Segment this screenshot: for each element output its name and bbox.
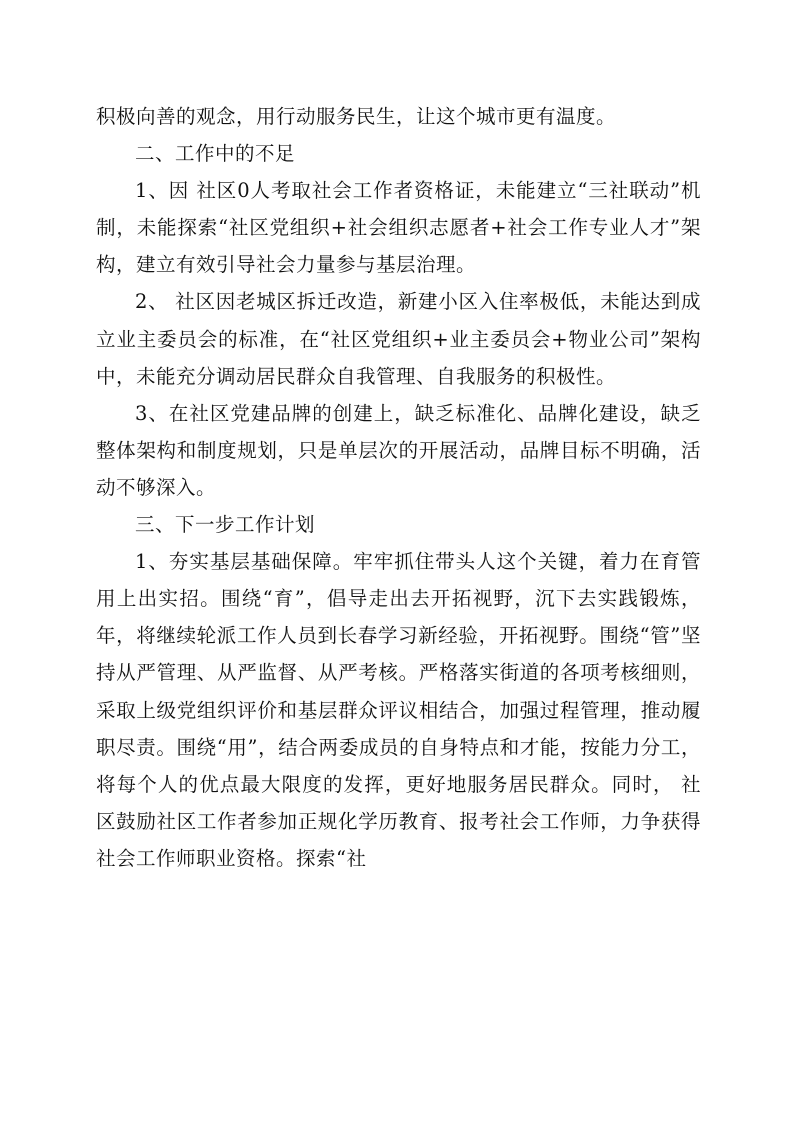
plan-item-1: 1、夯实基层基础保障。牢牢抓住带头人这个关键，着力在育管用上出实招。围绕“育”，倡导走出去开拓视野，沉下去实践锻炼， 年，将继续轮派工作人员到长春学习新经验，开拓视野。围绕“管”坚持从严管理、从严监督、从严考核。严格落实街道的各项考核细则，采取上级党组织评价和基层群众评议相结合，加强过程管理，推动履职尽责。围绕“用”，结合两委成员的自身特点和才能，按能力分工，将每个人的优点最大限度的发挥，更好地服务居民群众。同时， 社区鼓励社区工作者参加正规化学历教育、报考社会工作师，力争获得社会工作师职业资格。探索“社 [96,550,701,870]
document-body [96,98,701,877]
section-heading-next-plan: 三、下一步工作计划 [135,513,316,537]
shortcoming-item-2: 2、 社区因老城区拆迁改造，新建小区入住率极低，未能达到成立业主委员会的标准，在“社区党组织+业主委员会+物业公司”架构中，未能充分调动居民群众自我管理、自我服务的积极性。 [96,290,701,388]
shortcoming-item-1: 1、因 社区0人考取社会工作者资格证，未能建立“三社联动”机制，未能探索“社区党组织+社会组织志愿者+社会工作专业人才”架构，建立有效引导社会力量参与基层治理。 [96,179,701,277]
shortcoming-item-3: 3、在社区党建品牌的创建上，缺乏标准化、品牌化建设，缺乏整体架构和制度规划，只是单层次的开展活动，品牌目标不明确，活动不够深入。 [96,401,701,499]
section-heading-shortcomings: 二、工作中的不足 [135,142,296,166]
paragraph-continuation: 积极向善的观念，用行动服务民生，让这个城市更有温度。 [96,105,617,128]
